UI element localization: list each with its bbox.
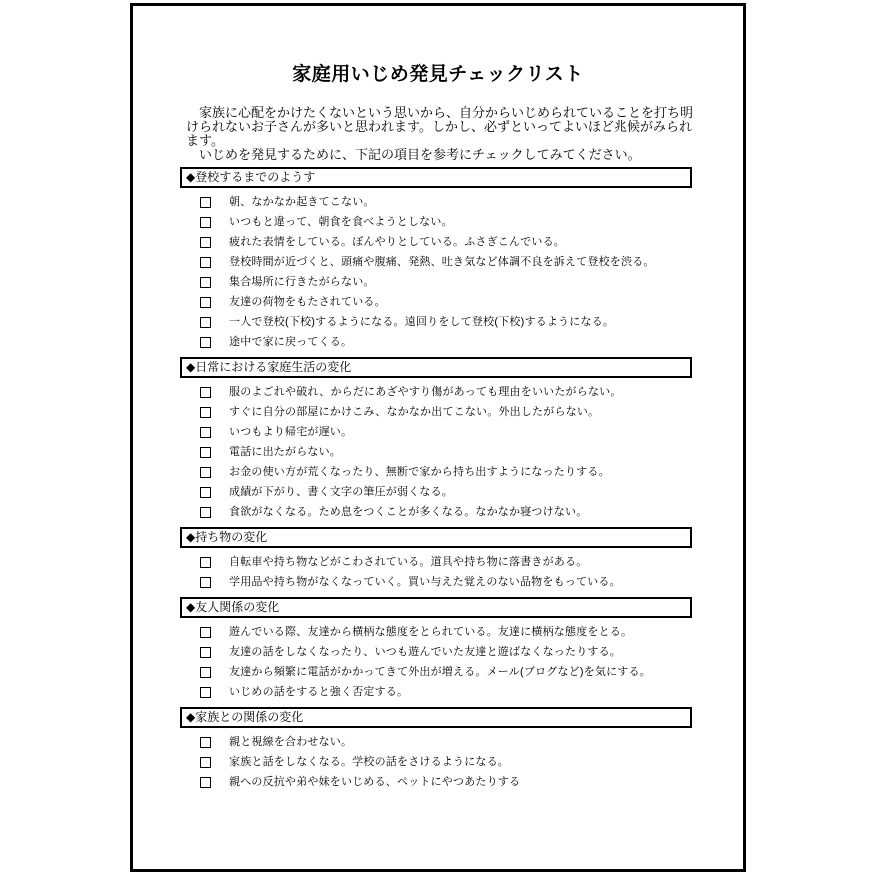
checklist-item-label: 登校時間が近づくと、頭痛や腹痛、発熱、吐き気など体調不良を訴えて登校を渋る。 — [229, 256, 655, 268]
checklist-item-label: 服のよごれや破れ、からだにあざやすり傷があっても理由をいいたがらない。 — [229, 386, 622, 398]
checkbox-icon[interactable] — [200, 467, 211, 478]
checklist-item-label: 友達の話をしなくなったり、いつも遊んでいた友達と遊ばなくなったりする。 — [229, 646, 621, 658]
checklist-item-label: 家族と話をしなくなる。学校の話をさけるようになる。 — [229, 756, 509, 768]
checklist-item-label: 遊んでいる際、友達から横柄な態度をとられている。友達に横柄な態度をとる。 — [229, 626, 633, 638]
section-item-list — [133, 618, 743, 702]
checklist-item — [200, 482, 743, 502]
checklist-item — [200, 462, 743, 482]
checklist-item-label: 成績が下がり、書く文字の筆圧が弱くなる。 — [229, 486, 453, 498]
checkbox-icon[interactable] — [200, 257, 211, 268]
section-heading: ◆家族との関係の変化 — [180, 707, 692, 728]
checkbox-icon[interactable] — [200, 337, 211, 348]
checklist-section — [133, 527, 743, 592]
intro-line: ます。 — [186, 133, 224, 148]
checklist-section — [133, 597, 743, 702]
checklist-item — [200, 292, 743, 312]
checklist-item — [200, 272, 743, 292]
checklist-item-label: お金の使い方が荒くなったり、無断で家から持ち出すようになったりする。 — [229, 466, 610, 478]
checkbox-icon[interactable] — [200, 427, 211, 438]
checklist-item-label: 友達の荷物をもたされている。 — [229, 296, 386, 308]
checkbox-icon[interactable] — [200, 557, 211, 568]
checklist-item-label: 友達から頻繁に電話がかかってきて外出が増える。メール(ブログなど)を気にする。 — [229, 666, 651, 678]
checklist-item — [200, 682, 743, 702]
section-item-list — [133, 378, 743, 522]
section-heading: ◆持ち物の変化 — [180, 527, 692, 548]
checklist-item-label: 一人で登校(下校)するようになる。遠回りをして登校(下校)するようになる。 — [229, 316, 615, 328]
checklist-item — [200, 772, 743, 792]
checklist-item-label: 親と視線を合わせない。 — [229, 736, 353, 748]
checklist-item — [200, 442, 743, 462]
checklist-item-label: 朝、なかなか起きてこない。 — [229, 196, 375, 208]
section-heading: ◆友人関係の変化 — [180, 597, 692, 618]
checklist-item-label: いつもより帰宅が遅い。 — [229, 426, 353, 438]
checklist-item-label: 電話に出たがらない。 — [229, 446, 341, 458]
checklist-item-label: すぐに自分の部屋にかけこみ、なかなか出てこない。外出したがらない。 — [229, 406, 600, 418]
checkbox-icon[interactable] — [200, 777, 211, 788]
intro-paragraph — [186, 106, 743, 162]
checklist-item — [200, 552, 743, 572]
checkbox-icon[interactable] — [200, 687, 211, 698]
checkbox-icon[interactable] — [200, 197, 211, 208]
checklist-item — [200, 312, 743, 332]
checklist-section — [133, 707, 743, 792]
checklist-item-label: 集合場所に行きたがらない。 — [229, 276, 375, 288]
section-heading: ◆日常における家庭生活の変化 — [180, 357, 692, 378]
checkbox-icon[interactable] — [200, 237, 211, 248]
section-item-list — [133, 188, 743, 352]
checkbox-icon[interactable] — [200, 487, 211, 498]
checklist-item-label: いつもと違って、朝食を食べようとしない。 — [229, 216, 453, 228]
checklist-item-label: 食欲がなくなる。ため息をつくことが多くなる。なかなか寝つけない。 — [229, 506, 588, 518]
checkbox-icon[interactable] — [200, 647, 211, 658]
checklist-item — [200, 732, 743, 752]
checklist-item — [200, 192, 743, 212]
section-item-list — [133, 728, 743, 792]
checklist-item — [200, 752, 743, 772]
checklist-item — [200, 402, 743, 422]
checklist-item — [200, 572, 743, 592]
checklist-item-label: いじめの話をすると強く否定する。 — [229, 686, 409, 698]
checkbox-icon[interactable] — [200, 507, 211, 518]
checklist-item-label: 疲れた表情をしている。ぼんやりとしている。ふさぎこんでいる。 — [229, 236, 565, 248]
checklist-item-label: 自転車や持ち物などがこわされている。道具や持ち物に落書きがある。 — [229, 556, 588, 568]
checklist-item — [200, 252, 743, 272]
checklist-item — [200, 662, 743, 682]
checklist-section — [133, 167, 743, 352]
intro-line: 家族に心配をかけたくないという思いから、自分からいじめられていることを打ち明 — [186, 105, 694, 120]
section-heading: ◆登校するまでのようす — [180, 167, 692, 188]
checkbox-icon[interactable] — [200, 667, 211, 678]
checkbox-icon[interactable] — [200, 627, 211, 638]
intro-line: いじめを発見するために、下記の項目を参考にチェックしてみてください。 — [186, 147, 641, 162]
checklist-item-label: 学用品や持ち物がなくなっていく。買い与えた覚えのない品物をもっている。 — [229, 576, 621, 588]
section-item-list — [133, 548, 743, 592]
checkbox-icon[interactable] — [200, 447, 211, 458]
checklist-item — [200, 502, 743, 522]
checkbox-icon[interactable] — [200, 317, 211, 328]
checkbox-icon[interactable] — [200, 387, 211, 398]
checkbox-icon[interactable] — [200, 407, 211, 418]
checklist-item — [200, 232, 743, 252]
checklist-item — [200, 212, 743, 232]
intro-line: けられないお子さんが多いと思われます。しかし、必ずといってよいほど兆候がみられ — [186, 119, 692, 134]
checklist-item — [200, 422, 743, 442]
checkbox-icon[interactable] — [200, 297, 211, 308]
checklist-sections — [133, 167, 743, 792]
document-page — [130, 3, 746, 872]
checkbox-icon[interactable] — [200, 757, 211, 768]
checkbox-icon[interactable] — [200, 277, 211, 288]
checkbox-icon[interactable] — [200, 577, 211, 588]
page-title: 家庭用いじめ発見チェックリスト — [292, 64, 584, 85]
checklist-item — [200, 642, 743, 662]
checklist-item-label: 途中で家に戻ってくる。 — [229, 336, 353, 348]
checklist-item-label: 親への反抗や弟や妹をいじめる、ペットにやつあたりする — [229, 776, 521, 788]
checklist-item — [200, 382, 743, 402]
checkbox-icon[interactable] — [200, 737, 211, 748]
checkbox-icon[interactable] — [200, 217, 211, 228]
checklist-section — [133, 357, 743, 522]
checklist-item — [200, 622, 743, 642]
checklist-item — [200, 332, 743, 352]
